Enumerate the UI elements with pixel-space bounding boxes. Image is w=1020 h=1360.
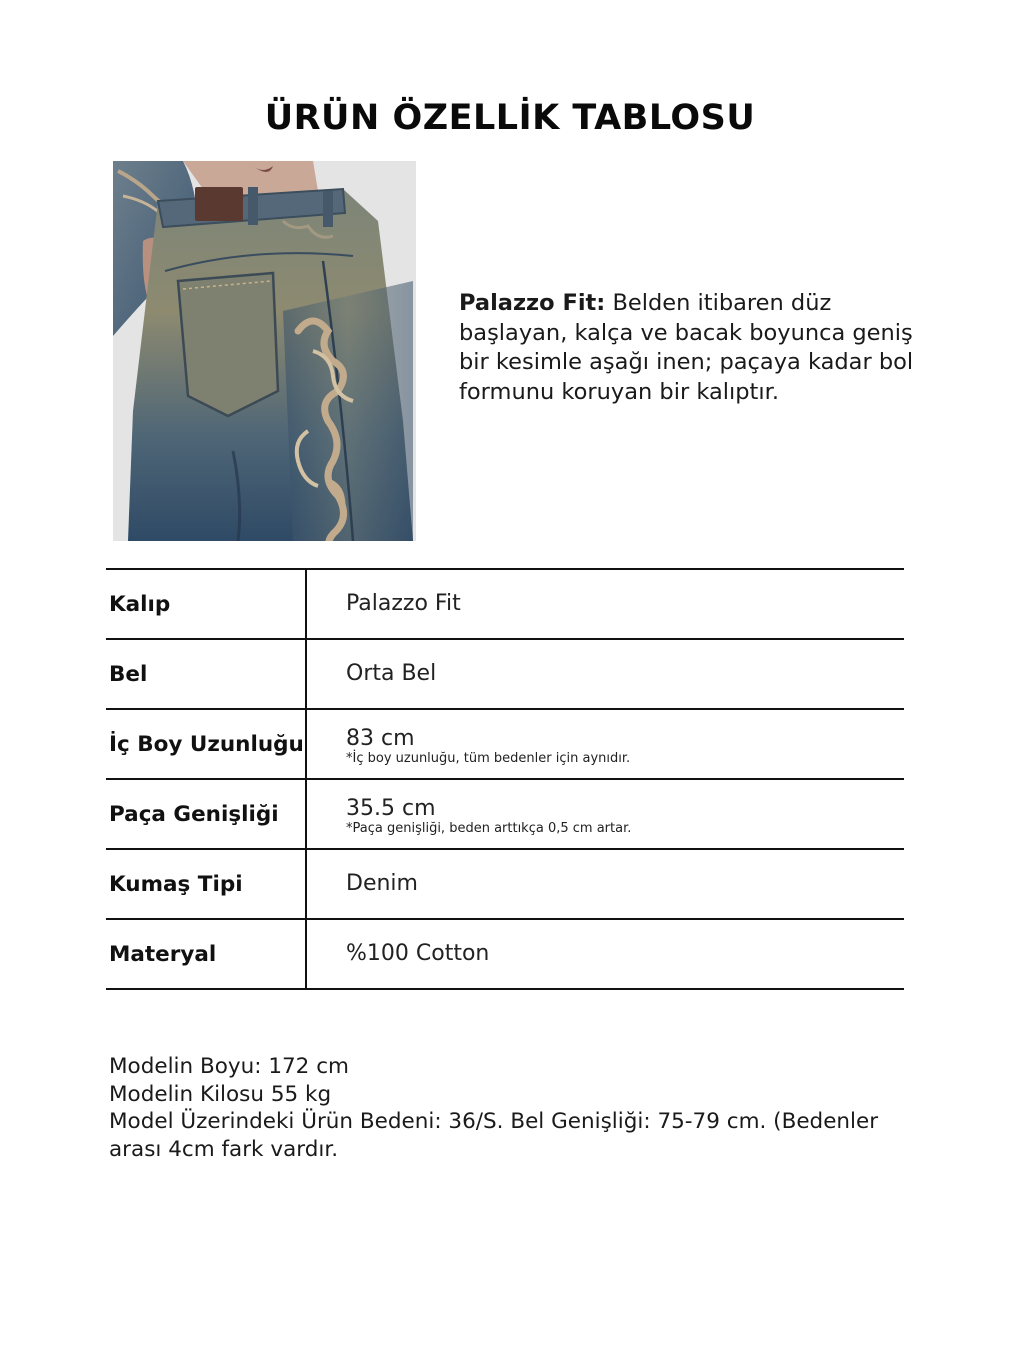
- spec-label: Materyal: [106, 920, 307, 988]
- spec-label: Bel: [106, 640, 307, 708]
- spec-label: Kumaş Tipi: [106, 850, 307, 918]
- fit-description: [459, 289, 929, 407]
- spec-row-materyal: [106, 920, 904, 990]
- jeans-image: [113, 161, 416, 541]
- spec-row-kalip: [106, 570, 904, 640]
- spec-note: *Paça genişliği, beden arttıkça 0,5 cm artar.: [346, 821, 632, 836]
- spec-value-cell: [307, 710, 904, 778]
- spec-row-ic-boy: [106, 710, 904, 780]
- fit-description-text: Belden itibaren düz başlayan, kalça ve bacak boyunca geniş bir kesimle aşağı inen; paçaya kadar bol formunu koruyan bir kalıptır.: [459, 290, 914, 405]
- spec-label: Paça Genişliği: [106, 780, 307, 848]
- spec-row-kumas: [106, 850, 904, 920]
- spec-value: 35.5 cm: [346, 796, 436, 821]
- spec-value: Palazzo Fit: [346, 591, 461, 616]
- spec-label: Kalıp: [106, 570, 307, 638]
- model-size: Model Üzerindeki Ürün Bedeni: 36/S. Bel Genişliği: 75-79 cm. (Bedenler: [109, 1109, 879, 1134]
- model-weight: Modelin Kilosu 55 kg: [109, 1081, 332, 1107]
- spec-value: %100 Cotton: [346, 941, 490, 966]
- spec-value-cell: [307, 780, 904, 848]
- page-title: ÜRÜN ÖZELLİK TABLOSU: [264, 98, 756, 138]
- spec-value-cell: [307, 920, 904, 988]
- spec-value-cell: [307, 850, 904, 918]
- spec-value-cell: [307, 640, 904, 708]
- spec-value-cell: [307, 570, 904, 638]
- product-photo: [113, 161, 416, 541]
- spec-note: *İç boy uzunluğu, tüm bedenler için aynıdır.: [346, 751, 631, 766]
- spec-value: Denim: [346, 871, 418, 896]
- model-size-note: arası 4cm fark vardır.: [109, 1136, 339, 1162]
- spec-label: İç Boy Uzunluğu: [106, 710, 307, 778]
- spec-row-paca: [106, 780, 904, 850]
- spec-value: Orta Bel: [346, 661, 437, 686]
- model-height: Modelin Boyu: 172 cm: [109, 1054, 349, 1079]
- fit-description-label: Palazzo Fit:: [459, 290, 606, 316]
- model-info: [109, 1053, 909, 1163]
- spec-value: 83 cm: [346, 726, 415, 751]
- spec-row-bel: [106, 640, 904, 710]
- spec-table: [106, 568, 904, 990]
